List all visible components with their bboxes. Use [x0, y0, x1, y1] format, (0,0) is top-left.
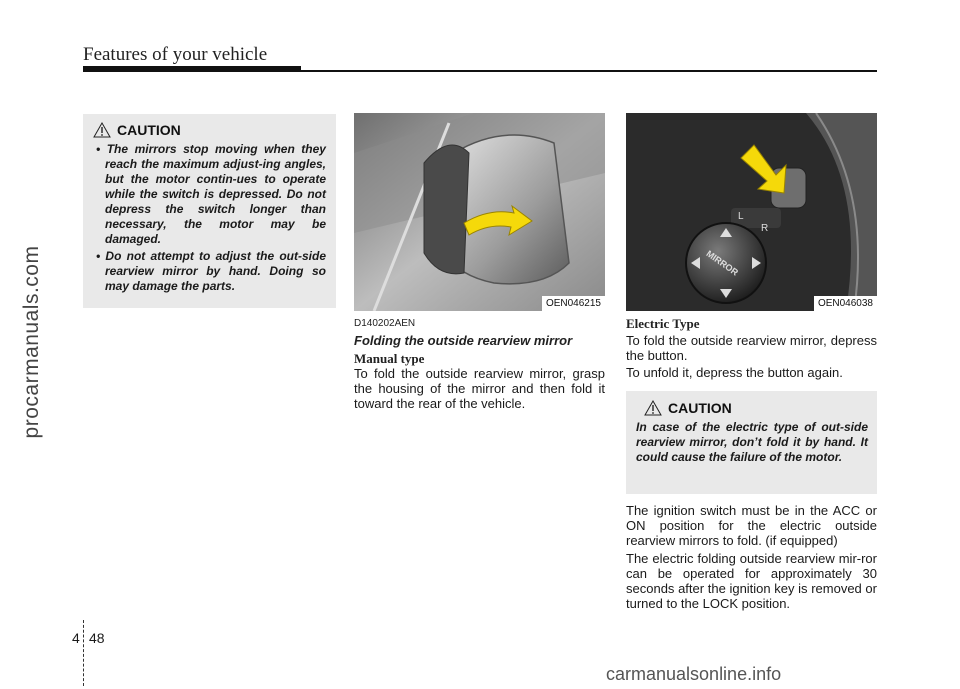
electric-text-fold: To fold the outside rearview mirror, depress the button. — [626, 333, 877, 363]
caution-item: • The mirrors stop moving when they reach the maximum adjust-ing angles, but the motor contin-ues to operate while the switch is depressed. Do not depress the switch longer than necessary, the motor may be damaged. — [96, 142, 326, 246]
switch-right-label: R — [761, 223, 769, 234]
caution-heading-label: CAUTION — [668, 400, 732, 416]
manual-type-heading: Manual type — [354, 351, 425, 366]
caution-box-left — [83, 114, 336, 308]
mirror-photo — [354, 113, 605, 311]
section-code: D140202AEN — [354, 318, 416, 329]
caution-heading-label: CAUTION — [117, 122, 181, 138]
caution-heading — [636, 400, 868, 416]
footer-page-number: 48 — [89, 630, 105, 646]
manual-type-text: To fold the outside rearview mirror, grasp the housing of the mirror and then fold it toward the rear of the vehicle. — [354, 366, 605, 411]
header-rule-thin — [301, 70, 877, 72]
switch-illustration — [626, 113, 877, 311]
switch-mirror-label: MIRROR — [704, 248, 741, 278]
mirror-illustration — [354, 113, 605, 311]
electric-text-unfold: To unfold it, depress the button again. — [626, 365, 843, 380]
header-rule-thick — [83, 66, 301, 72]
electric-type-heading: Electric Type — [626, 316, 700, 331]
caution-box-right — [626, 391, 877, 494]
warning-triangle-icon — [93, 122, 111, 138]
warning-triangle-icon — [644, 400, 662, 416]
caution-item: • Do not attempt to adjust the out-side rearview mirror by hand. Doing so may damage the parts. — [96, 249, 326, 293]
photo-code-label: OEN046215 — [542, 296, 605, 311]
footer-divider — [83, 620, 85, 686]
side-watermark: procarmanuals.com — [20, 245, 43, 439]
footer-chapter-number: 4 — [72, 630, 80, 646]
page-header-title: Features of your vehicle — [83, 44, 268, 65]
caution-heading — [93, 122, 326, 138]
ignition-text: The ignition switch must be in the ACC or ON position for the electric outside rearview mirrors to fold. (if equipped) — [626, 503, 877, 548]
section-title: Folding the outside rearview mirror — [354, 333, 573, 348]
caution-list — [93, 142, 326, 294]
footer-watermark: carmanualsonline.info — [606, 664, 782, 684]
switch-left-label: L — [738, 211, 744, 222]
photo-code-label: OEN046038 — [814, 296, 877, 311]
folding-duration-text: The electric folding outside rearview mir-ror can be operated for approximately 30 seconds after the ignition key is removed or turned to the LOCK position. — [626, 551, 877, 611]
mirror-switch-photo — [626, 113, 877, 311]
caution-text: In case of the electric type of out-side rearview mirror, don’t fold it by hand. It could cause the failure of the motor. — [636, 420, 868, 464]
